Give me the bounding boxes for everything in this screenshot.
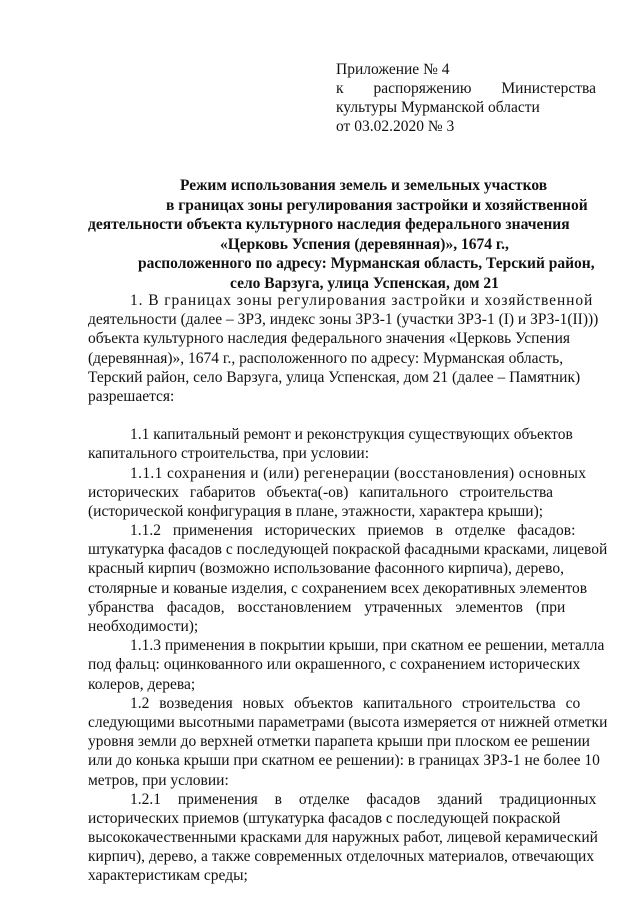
title-line: село Варзуга, улица Успенская, дом 21 — [230, 274, 499, 292]
appendix-date: от 03.02.2020 № 3 — [336, 118, 455, 135]
text-line: уровня земли до верхней отметки парапета крыши при плоском ее решении — [88, 733, 590, 751]
text-line: следующими высотными параметрами (высота измеряется от нижней отметки — [88, 713, 608, 731]
text-line: под фальц: оцинкованного или окрашенного, с сохранением исторических — [88, 656, 581, 674]
text-line: колеров, дерева; — [88, 675, 196, 693]
document-body — [88, 291, 608, 886]
title-line: Режим использования земель и земельных участков — [180, 177, 548, 194]
text-line: 1.1 капитальный ремонт и реконструкция существующих объектов — [130, 426, 573, 444]
paragraph-1-1-1 — [88, 464, 598, 522]
text-line: 1.2 возведения новых объектов капитального строительства со — [130, 694, 581, 712]
paragraph-1-1 — [88, 425, 598, 463]
text-line: (деревянная)», 1674 г., расположенного по адресу: Мурманская область, — [88, 349, 564, 367]
text-line: объекта культурного наследия федерального значения «Церковь Успения — [88, 330, 570, 348]
text-line: столярные и кованые изделия, с сохранением всех декоративных элементов — [88, 579, 588, 597]
document-title — [88, 176, 595, 293]
title-line: расположенного по адресу: Мурманская область, Терский район, — [138, 255, 595, 272]
text-line: убранства фасадов, восстановлением утраченных элементов (при — [88, 598, 566, 616]
appendix-ministry: культуры Мурманской области — [336, 99, 540, 116]
text-line: характеристикам среды; — [88, 867, 248, 885]
text-line: 1.1.3 применения в покрытии крыши, при скатном ее решении, металла — [130, 637, 605, 655]
text-line: красный кирпич (возможно использование фасонного кирпича), дерево, — [88, 560, 564, 578]
text-line: деятельности (далее – ЗРЗ, индекс зоны ЗРЗ-1 (участки ЗРЗ-1 (I) и ЗРЗ-1(II))) — [88, 311, 599, 329]
title-line: деятельности объекта культурного наследия федерального значения — [88, 216, 570, 233]
appendix-word: к — [336, 80, 344, 97]
appendix-header — [336, 60, 596, 136]
text-line: 1.2.1 применения в отделке фасадов зданий традиционных — [130, 790, 597, 808]
text-line: исторических приемов (штукатурка фасадов с последующей покраской — [88, 809, 561, 827]
text-line: необходимости); — [88, 618, 199, 635]
text-line: штукатурка фасадов с последующей покраской фасадными красками, лицевой — [88, 541, 608, 559]
text-line: 1.1.2 применения исторических приемов в отделке фасадов: — [130, 522, 576, 540]
title-line: в границах зоны регулирования застройки и хозяйственной — [166, 196, 588, 214]
text-line: Терский район, село Варзуга, улица Успенская, дом 21 (далее – Памятник) — [88, 368, 581, 386]
paragraph-1-1-2 — [88, 521, 608, 636]
paragraph-1-2-1 — [88, 790, 598, 886]
text-line: или до конька крыши при скатном ее решении): в границах ЗРЗ-1 не более 10 — [88, 752, 600, 770]
text-line: капитального строительства, при условии: — [88, 445, 370, 463]
text-line: метров, при условии: — [88, 771, 229, 789]
paragraph-1-2 — [88, 694, 608, 790]
appendix-number: Приложение № 4 — [336, 61, 450, 78]
text-line: 1.1.1 сохранения и (или) регенерации (восстановления) основных — [130, 464, 587, 482]
title-line: «Церковь Успения (деревянная)», 1674 г., — [220, 235, 509, 253]
text-line: высококачественными красками для наружных работ, лицевой керамический — [88, 829, 598, 847]
paragraph-1-1-3 — [88, 636, 605, 694]
text-line: разрешается: — [88, 387, 175, 405]
text-line: исторических габаритов объекта(-ов) капитального строительства — [88, 483, 553, 501]
text-line: 1. В границах зоны регулирования застройки и хозяйственной — [130, 292, 594, 309]
appendix-reference — [336, 79, 596, 98]
appendix-word: Министерства — [501, 80, 596, 97]
text-line: (исторической конфигурация в плане, этажности, характера крыши); — [88, 502, 544, 520]
appendix-word: распоряжению — [373, 80, 472, 97]
text-line: кирпич), дерево, а также современных отделочных материалов, отвечающих — [88, 848, 595, 866]
paragraph-1 — [88, 291, 598, 406]
